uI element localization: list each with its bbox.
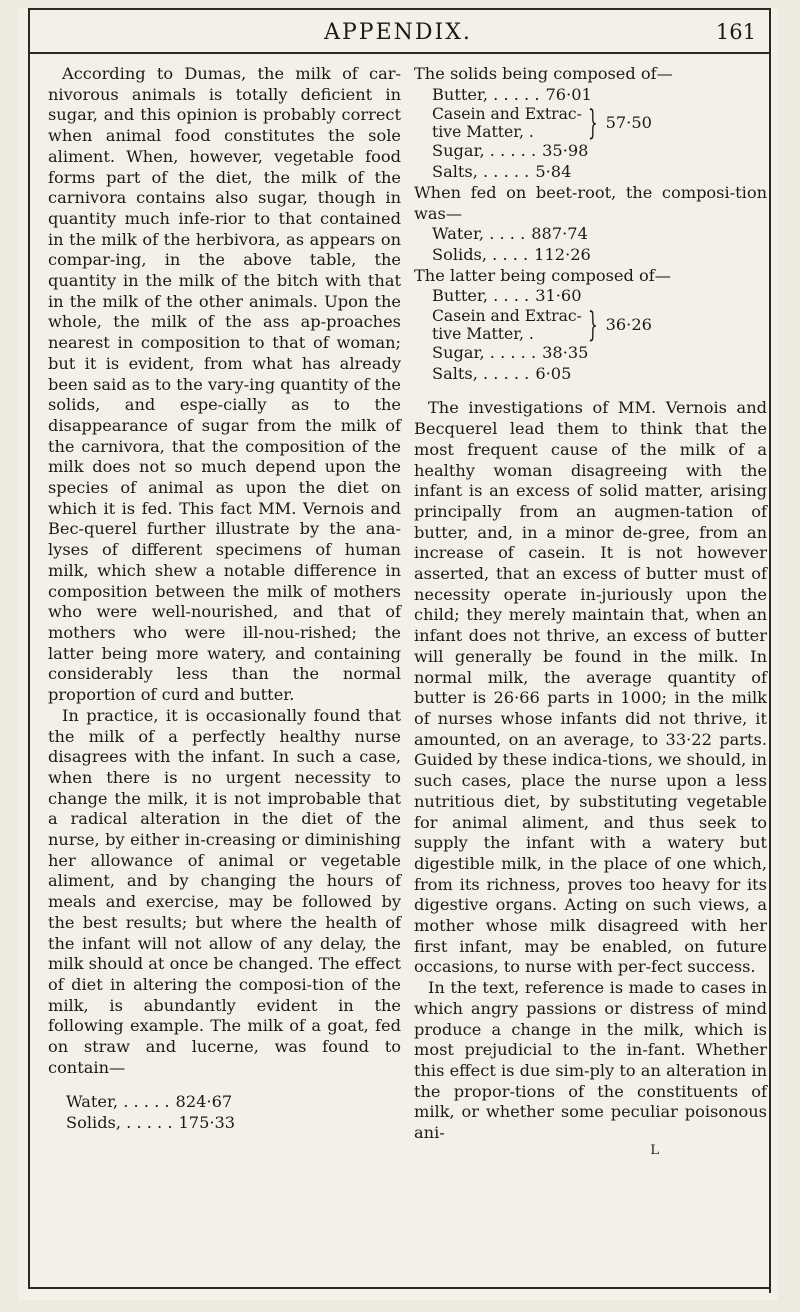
paragraph-passions: In the text, reference is made to cases in which angry passions or distress of mind produce a change in the milk, which is most prejudicial to the in-fant. Whether this effect is due sim-ply to an alteration in the propor-tions of the constituents of milk, or whether some peculiar poisonous ani- bbox=[414, 978, 767, 1143]
water-label: Water, . . . . . bbox=[66, 1092, 170, 1112]
casein-label-line2: tive Matter, . bbox=[432, 325, 534, 344]
table-row bbox=[48, 1092, 401, 1113]
paragraph-vernois: The investigations of MM. Vernois and Becquerel lead them to think that the most frequent cause of the milk of a healthy woman disagreeing with the infant is an excess of solid matter, arising principally from an augmen-tation of butter, and, in a minor de-gree, from an increase of casein. It is not however asserted, that an excess of butter must of necessity operate in-juriously upon the child; they merely maintain that, when an infant does not thrive, an excess of butter will generally be found in the milk. In normal milk, the average quantity of butter is 26·66 parts in 1000; in the milk of nurses whose infants did not thrive, it amounted, on an average, to 33·22 parts. Guided by these indica-tions, we should, in such cases, place the nurse upon a less nutritious diet, by substituting vegetable for animal aliment, and thus seek to supply the infant with a watery but digestible milk, in the place of one which, from its richness, proves too heavy for its digestive organs. Acting on such views, a mother whose milk disagreed with her first infant, may be enabled, on future occasions, to nurse with per-fect success. bbox=[414, 398, 767, 977]
casein-label bbox=[432, 307, 582, 343]
brace: } bbox=[587, 305, 598, 346]
latter-intro: The latter being composed of— bbox=[414, 265, 671, 285]
bottom-rule bbox=[28, 1287, 770, 1289]
table-row bbox=[414, 162, 767, 183]
table-row bbox=[414, 224, 767, 245]
casein-label bbox=[432, 105, 582, 141]
solids-label: Solids, . . . . bbox=[432, 244, 529, 264]
paragraph-practice: In practice, it is occasionally found that the milk of a perfectly healthy nurse disagrees with the infant. In such a case, when there is no urgent necessity to change the milk, it is not improbable that a radical alteration in the diet of the nurse, by either in-creasing or diminishing her allowance of animal or vegetable aliment, and by changing the hours of meals and exercise, may be followed by the best results; but where the health of the infant will not allow of any delay, the milk should at once be changed. The effect of diet in altering the composi-tion of the milk, is abundantly evident in the following example. The milk of a goat, fed on straw and lucerne, was found to contain— bbox=[48, 705, 401, 1077]
table-row bbox=[414, 141, 767, 162]
left-column bbox=[48, 64, 401, 1134]
solids-intro: The solids being composed of— bbox=[414, 64, 673, 83]
water-value: 824·67 bbox=[175, 1092, 233, 1112]
table-row bbox=[414, 245, 767, 266]
salts-label: Salts, . . . . . bbox=[432, 162, 530, 182]
sugar-value: 35·98 bbox=[542, 141, 589, 161]
beet-table bbox=[414, 224, 767, 265]
salts-label: Salts, . . . . . bbox=[432, 363, 530, 383]
table-row bbox=[414, 305, 767, 346]
straw-composition-table bbox=[414, 85, 767, 183]
table-row bbox=[48, 1113, 401, 1134]
salts-value: 6·05 bbox=[535, 363, 572, 383]
table-row bbox=[414, 364, 767, 385]
paragraph-dumas: According to Dumas, the milk of car-nivorous animals is totally deficient in sugar, and this opinion is probably correct when animal food constitutes the sole aliment. When, however, vegetable food forms part of the diet, the milk of the carnivora contains also sugar, though in quantity much infe-rior to that contained in the milk of the herbivora, as appears on compar-ing, in the above table, the quantity in the milk of the bitch with that in the milk of the other animals. Upon the whole, the milk of the ass ap-proaches nearest in composition to that of woman; but it is evident, from what has already been said as to the vary-ing quantity of the solids, and espe-cially as to the disappearance of sugar from the milk of the carnivora, that the composition of the milk does not so much depend upon the species of animal as upon the diet on which it is fed. This fact MM. Vernois and Bec-querel further illustrate by the ana-lyses of different specimens of human milk, which shew a notable difference in composition between the milk of mothers who were well-nourished, and that of mothers who were ill-nou-rished; the latter being more watery, and containing considerably less than the normal proportion of curd and butter. bbox=[48, 64, 401, 705]
table-row bbox=[414, 103, 767, 144]
butter-label: Butter, . . . . bbox=[432, 286, 530, 306]
sugar-label: Sugar, . . . . . bbox=[432, 141, 537, 161]
page-number: 161 bbox=[715, 20, 756, 44]
casein-label-line2: tive Matter, . bbox=[432, 123, 534, 142]
butter-label: Butter, . . . . . bbox=[432, 84, 540, 104]
sugar-value: 38·35 bbox=[542, 343, 589, 363]
brace: } bbox=[587, 103, 598, 144]
right-column bbox=[414, 64, 767, 1158]
beet-composition-table bbox=[414, 286, 767, 384]
header-rule bbox=[28, 52, 770, 54]
book-page bbox=[18, 8, 778, 1300]
casein-value: 57·50 bbox=[605, 113, 652, 133]
salts-value: 5·84 bbox=[535, 162, 572, 182]
table-row bbox=[414, 85, 767, 106]
signature-mark: L bbox=[650, 1142, 659, 1158]
water-value: 887·74 bbox=[531, 224, 588, 244]
solids-value: 175·33 bbox=[178, 1113, 236, 1133]
butter-value: 76·01 bbox=[545, 84, 592, 104]
top-rule bbox=[28, 8, 770, 10]
sugar-label: Sugar, . . . . . bbox=[432, 343, 537, 363]
beet-intro: When fed on beet-root, the composi-tion was— bbox=[414, 182, 767, 223]
goat-straw-table bbox=[48, 1092, 401, 1133]
table-row bbox=[414, 343, 767, 364]
solids-label: Solids, . . . . . bbox=[66, 1113, 173, 1133]
right-border bbox=[769, 8, 771, 1293]
casein-label-line1: Casein and Extrac- bbox=[432, 307, 582, 326]
solids-value: 112·26 bbox=[534, 244, 591, 264]
water-label: Water, . . . . bbox=[432, 224, 526, 244]
running-head: APPENDIX. bbox=[324, 20, 472, 45]
casein-value: 36·26 bbox=[605, 314, 652, 334]
left-border bbox=[28, 8, 30, 1288]
casein-label-line1: Casein and Extrac- bbox=[432, 105, 582, 124]
butter-value: 31·60 bbox=[535, 286, 582, 306]
table-row bbox=[414, 286, 767, 307]
